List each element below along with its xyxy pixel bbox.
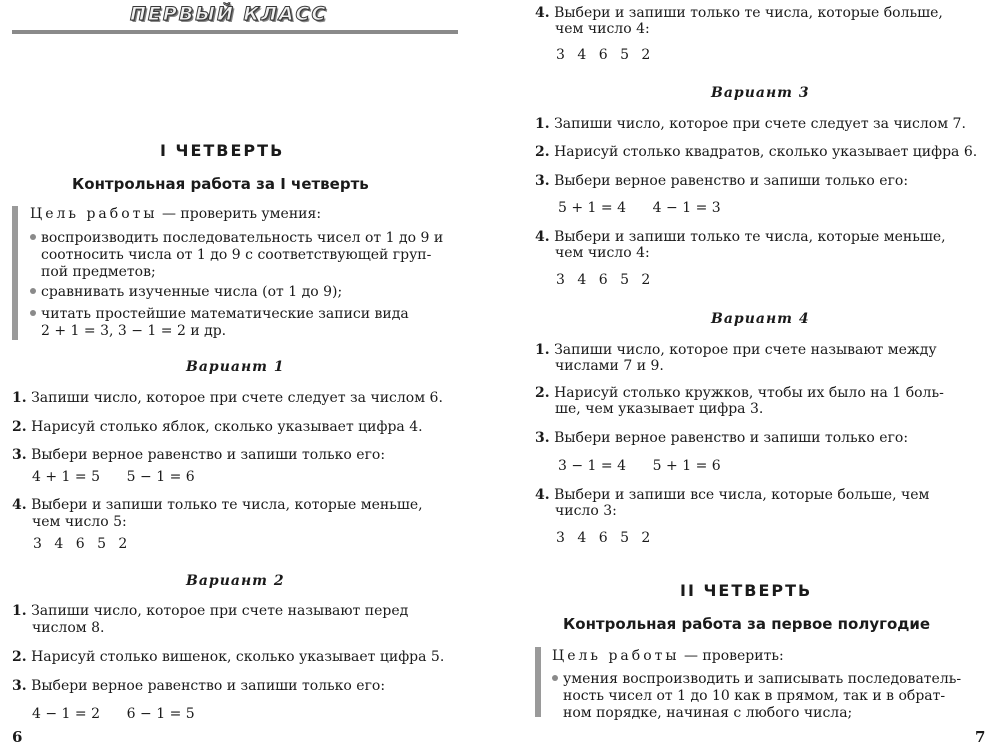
task: 1. Запиши число, которое при счете называют перед bbox=[12, 603, 409, 619]
task: 3. Выбери верное равенство и запиши только его: bbox=[535, 430, 909, 446]
equalities: 4 − 1 = 2 6 − 1 = 5 bbox=[32, 706, 195, 722]
quarter-title: II ЧЕТВЕРТЬ bbox=[680, 581, 813, 600]
task-line: числом 8. bbox=[32, 620, 105, 636]
task: 2. Нарисуй столько квадратов, сколько указывает цифра 6. bbox=[535, 144, 978, 160]
number-sequence: 3 4 6 5 2 bbox=[33, 536, 129, 552]
task: 4. Выбери и запиши только те числа, которые меньше, bbox=[535, 229, 946, 245]
goal-sidebar bbox=[535, 647, 541, 717]
task-line: чем число 5: bbox=[32, 514, 127, 530]
goal-bullet: сравнивать изученные числа (от 1 до 9); bbox=[30, 284, 342, 301]
goal-bullet-line: 2 + 1 = 3, 3 − 1 = 2 и др. bbox=[41, 323, 227, 339]
goal-bullet-line: ном порядке, начиная с любого числа; bbox=[563, 705, 853, 721]
task-line: число 3: bbox=[555, 503, 617, 519]
task: 1. Запиши число, которое при счете следует за числом 7. bbox=[535, 116, 966, 132]
variant-1-title: Вариант 1 bbox=[186, 359, 285, 375]
goal-label: Цель работы bbox=[552, 648, 680, 664]
goal-label-suffix: — проверить: bbox=[679, 648, 784, 664]
goal-sidebar bbox=[12, 206, 18, 340]
goal-bullet-line: пой предметов; bbox=[41, 264, 156, 280]
goal-label-suffix: — проверить умения: bbox=[157, 206, 322, 222]
goal-heading bbox=[552, 648, 784, 665]
goal-bullet-line: ность чисел от 1 до 10 как в прямом, так и в обрат- bbox=[563, 688, 946, 704]
task: 2. Нарисуй столько яблок, сколько указывает цифра 4. bbox=[12, 419, 423, 435]
bullet-icon bbox=[552, 675, 558, 681]
goal-bullet: воспроизводить последовательность чисел от 1 до 9 и bbox=[30, 230, 443, 247]
goal-bullet: читать простейшие математические записи вида bbox=[30, 306, 409, 323]
task: 1. Запиши число, которое при счете следует за числом 6. bbox=[12, 390, 443, 406]
control-title: Контрольная работа за первое полугодие bbox=[563, 615, 931, 633]
bullet-icon bbox=[30, 310, 36, 316]
header-rule bbox=[12, 30, 458, 34]
page-number: 7 bbox=[975, 728, 986, 746]
equalities: 4 + 1 = 5 5 − 1 = 6 bbox=[32, 469, 195, 485]
section-header-title: ПЕРВЫЙ КЛАСС bbox=[130, 3, 328, 25]
bullet-icon bbox=[30, 234, 36, 240]
goal-heading bbox=[30, 206, 321, 223]
variant-2-title: Вариант 2 bbox=[186, 573, 285, 589]
task: 3. Выбери верное равенство и запиши только его: bbox=[12, 447, 386, 463]
variant-4-title: Вариант 4 bbox=[711, 311, 810, 327]
equalities: 3 − 1 = 4 5 + 1 = 6 bbox=[558, 458, 721, 474]
number-sequence: 3 4 6 5 2 bbox=[556, 47, 652, 63]
goal-bullet: умения воспроизводить и записывать последователь- bbox=[552, 671, 961, 688]
number-sequence: 3 4 6 5 2 bbox=[556, 530, 652, 546]
right-page bbox=[520, 0, 1000, 749]
task-line: чем число 4: bbox=[555, 245, 650, 261]
task: 1. Запиши число, которое при счете называют между bbox=[535, 342, 937, 358]
task-line: числами 7 и 9. bbox=[555, 358, 664, 374]
variant-3-title: Вариант 3 bbox=[711, 85, 810, 101]
control-title: Контрольная работа за I четверть bbox=[72, 175, 369, 193]
page-number: 6 bbox=[12, 728, 23, 746]
quarter-title: I ЧЕТВЕРТЬ bbox=[160, 141, 285, 160]
task-line: чем число 4: bbox=[555, 21, 650, 37]
bullet-icon bbox=[30, 288, 36, 294]
task: 2. Нарисуй столько кружков, чтобы их было на 1 боль- bbox=[535, 385, 944, 401]
task: 3. Выбери верное равенство и запиши только его: bbox=[12, 678, 386, 694]
goal-bullet-line: соотносить числа от 1 до 9 с соответствующей груп- bbox=[41, 247, 432, 263]
equalities: 5 + 1 = 4 4 − 1 = 3 bbox=[558, 200, 721, 216]
number-sequence: 3 4 6 5 2 bbox=[556, 272, 652, 288]
task: 4. Выбери и запиши только те числа, которые меньше, bbox=[12, 497, 423, 513]
goal-label: Цель работы bbox=[30, 206, 158, 222]
task: 2. Нарисуй столько вишенок, сколько указывает цифра 5. bbox=[12, 649, 445, 665]
task: 3. Выбери верное равенство и запиши только его: bbox=[535, 173, 909, 189]
task: 4. Выбери и запиши только те числа, которые больше, bbox=[535, 5, 943, 21]
task-line: ше, чем указывает цифра 3. bbox=[555, 401, 764, 417]
task: 4. Выбери и запиши все числа, которые больше, чем bbox=[535, 487, 930, 503]
left-page bbox=[0, 0, 480, 749]
